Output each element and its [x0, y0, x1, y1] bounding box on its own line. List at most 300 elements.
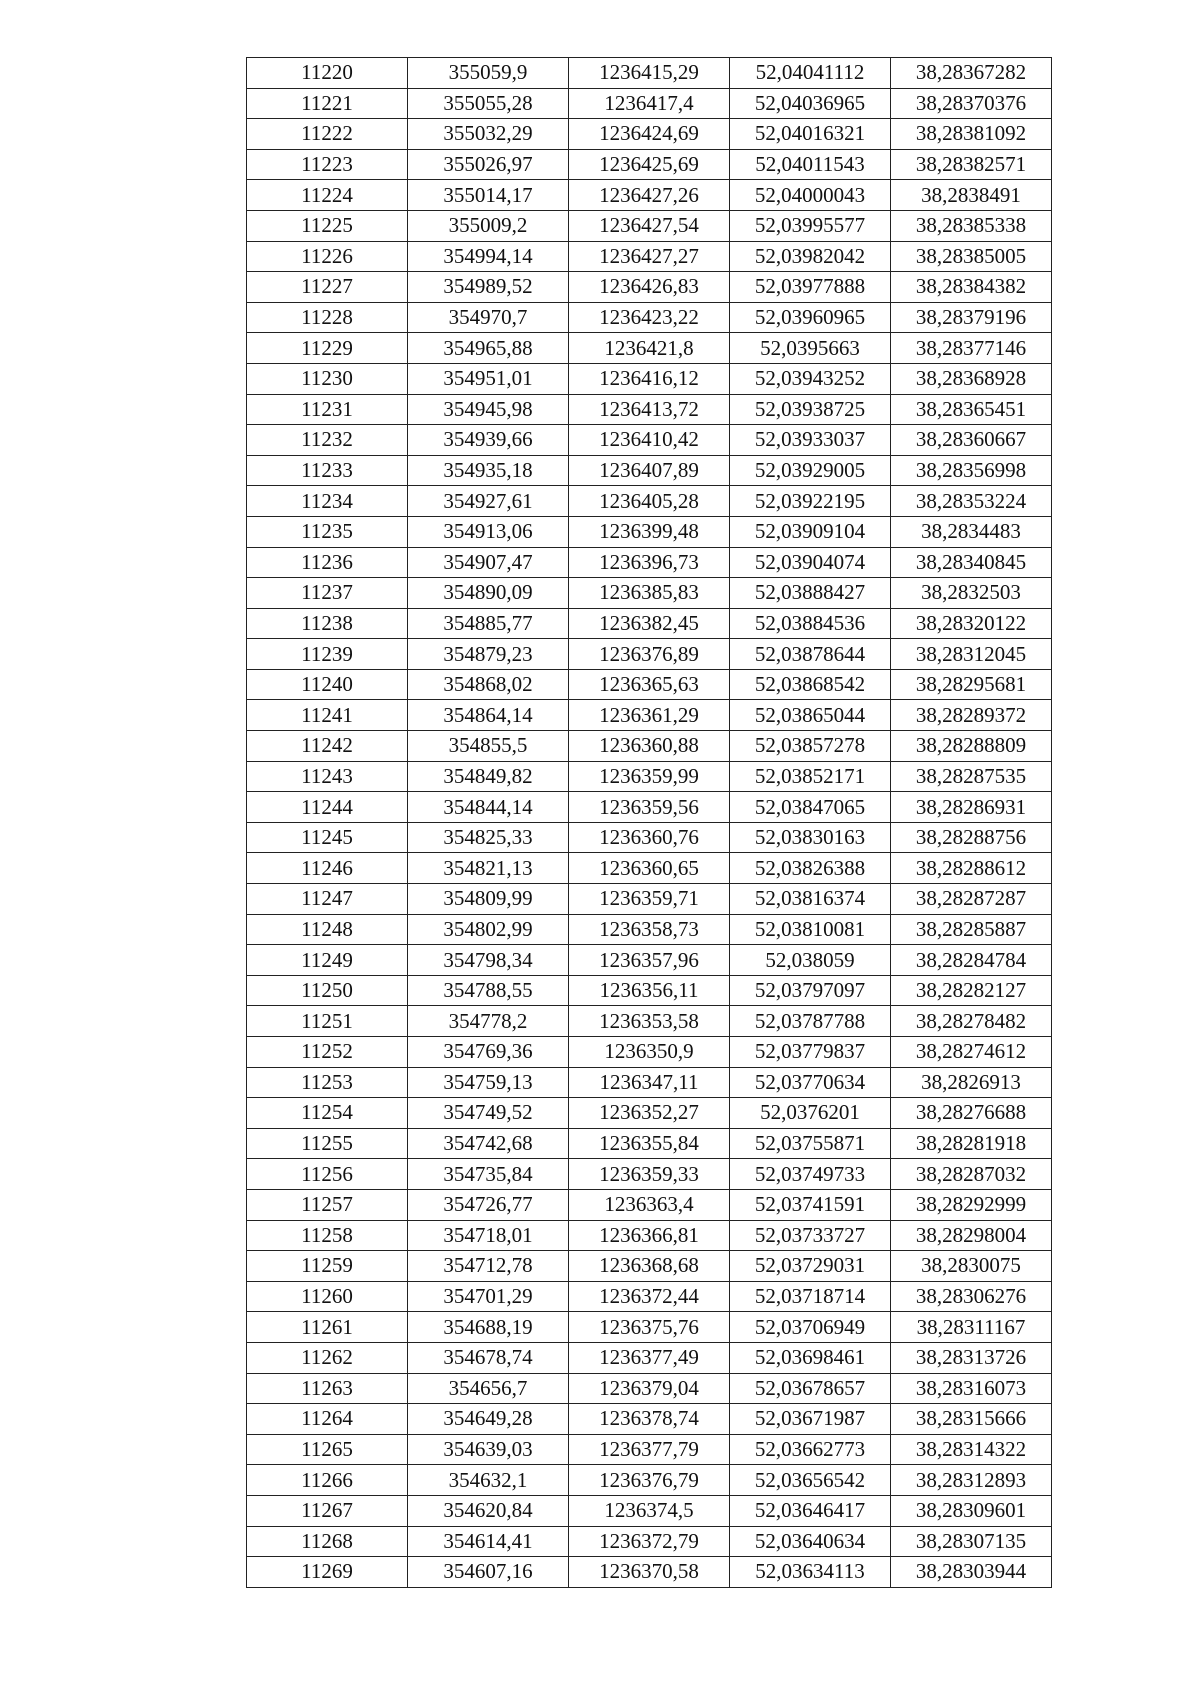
- table-row: [247, 241, 1052, 272]
- y-coordinate-cell: 1236399,48: [569, 516, 730, 547]
- latitude-cell: 52,03755871: [730, 1128, 891, 1159]
- y-coordinate-cell: 1236363,4: [569, 1189, 730, 1220]
- point-number-cell: 11222: [247, 119, 408, 150]
- point-number-cell: 11254: [247, 1098, 408, 1129]
- table-row: [247, 1251, 1052, 1282]
- latitude-cell: 52,03847065: [730, 792, 891, 823]
- table-row: [247, 88, 1052, 119]
- table-row: [247, 1220, 1052, 1251]
- x-coordinate-cell: 354735,84: [408, 1159, 569, 1190]
- latitude-cell: 52,03662773: [730, 1434, 891, 1465]
- y-coordinate-cell: 1236359,56: [569, 792, 730, 823]
- longitude-cell: 38,28285887: [891, 914, 1052, 945]
- table-row: [247, 1526, 1052, 1557]
- point-number-cell: 11264: [247, 1404, 408, 1435]
- longitude-cell: 38,2834483: [891, 516, 1052, 547]
- point-number-cell: 11238: [247, 608, 408, 639]
- coordinate-table-body: [247, 58, 1052, 1588]
- point-number-cell: 11242: [247, 731, 408, 762]
- point-number-cell: 11241: [247, 700, 408, 731]
- longitude-cell: 38,2838491: [891, 180, 1052, 211]
- x-coordinate-cell: 354864,14: [408, 700, 569, 731]
- latitude-cell: 52,03770634: [730, 1067, 891, 1098]
- point-number-cell: 11257: [247, 1189, 408, 1220]
- x-coordinate-cell: 355026,97: [408, 149, 569, 180]
- table-row: [247, 1006, 1052, 1037]
- table-row: [247, 1373, 1052, 1404]
- y-coordinate-cell: 1236365,63: [569, 669, 730, 700]
- longitude-cell: 38,2830075: [891, 1251, 1052, 1282]
- point-number-cell: 11228: [247, 302, 408, 333]
- x-coordinate-cell: 354935,18: [408, 455, 569, 486]
- table-row: [247, 1067, 1052, 1098]
- y-coordinate-cell: 1236423,22: [569, 302, 730, 333]
- latitude-cell: 52,038059: [730, 945, 891, 976]
- point-number-cell: 11226: [247, 241, 408, 272]
- y-coordinate-cell: 1236360,65: [569, 853, 730, 884]
- table-row: [247, 394, 1052, 425]
- point-number-cell: 11253: [247, 1067, 408, 1098]
- point-number-cell: 11220: [247, 58, 408, 89]
- longitude-cell: 38,28385338: [891, 210, 1052, 241]
- table-row: [247, 119, 1052, 150]
- latitude-cell: 52,04011543: [730, 149, 891, 180]
- point-number-cell: 11221: [247, 88, 408, 119]
- point-number-cell: 11240: [247, 669, 408, 700]
- longitude-cell: 38,28289372: [891, 700, 1052, 731]
- table-row: [247, 608, 1052, 639]
- point-number-cell: 11248: [247, 914, 408, 945]
- table-row: [247, 1128, 1052, 1159]
- latitude-cell: 52,03865044: [730, 700, 891, 731]
- latitude-cell: 52,03741591: [730, 1189, 891, 1220]
- x-coordinate-cell: 354639,03: [408, 1434, 569, 1465]
- table-row: [247, 1342, 1052, 1373]
- y-coordinate-cell: 1236359,71: [569, 884, 730, 915]
- y-coordinate-cell: 1236347,11: [569, 1067, 730, 1098]
- longitude-cell: 38,28282127: [891, 975, 1052, 1006]
- latitude-cell: 52,0395663: [730, 333, 891, 364]
- latitude-cell: 52,03706949: [730, 1312, 891, 1343]
- latitude-cell: 52,03977888: [730, 272, 891, 303]
- latitude-cell: 52,03826388: [730, 853, 891, 884]
- x-coordinate-cell: 354939,66: [408, 425, 569, 456]
- x-coordinate-cell: 354965,88: [408, 333, 569, 364]
- point-number-cell: 11252: [247, 1037, 408, 1068]
- y-coordinate-cell: 1236425,69: [569, 149, 730, 180]
- x-coordinate-cell: 354885,77: [408, 608, 569, 639]
- latitude-cell: 52,03995577: [730, 210, 891, 241]
- latitude-cell: 52,03884536: [730, 608, 891, 639]
- longitude-cell: 38,28379196: [891, 302, 1052, 333]
- y-coordinate-cell: 1236427,27: [569, 241, 730, 272]
- longitude-cell: 38,28315666: [891, 1404, 1052, 1435]
- latitude-cell: 52,03922195: [730, 486, 891, 517]
- y-coordinate-cell: 1236360,88: [569, 731, 730, 762]
- y-coordinate-cell: 1236407,89: [569, 455, 730, 486]
- point-number-cell: 11233: [247, 455, 408, 486]
- y-coordinate-cell: 1236356,11: [569, 975, 730, 1006]
- latitude-cell: 52,04036965: [730, 88, 891, 119]
- longitude-cell: 38,28306276: [891, 1281, 1052, 1312]
- longitude-cell: 38,28309601: [891, 1495, 1052, 1526]
- table-row: [247, 914, 1052, 945]
- x-coordinate-cell: 355014,17: [408, 180, 569, 211]
- point-number-cell: 11239: [247, 639, 408, 670]
- latitude-cell: 52,03909104: [730, 516, 891, 547]
- longitude-cell: 38,28368928: [891, 363, 1052, 394]
- x-coordinate-cell: 354802,99: [408, 914, 569, 945]
- table-row: [247, 149, 1052, 180]
- point-number-cell: 11256: [247, 1159, 408, 1190]
- x-coordinate-cell: 354778,2: [408, 1006, 569, 1037]
- table-row: [247, 180, 1052, 211]
- latitude-cell: 52,03810081: [730, 914, 891, 945]
- x-coordinate-cell: 354868,02: [408, 669, 569, 700]
- table-row: [247, 1189, 1052, 1220]
- y-coordinate-cell: 1236374,5: [569, 1495, 730, 1526]
- y-coordinate-cell: 1236350,9: [569, 1037, 730, 1068]
- point-number-cell: 11224: [247, 180, 408, 211]
- y-coordinate-cell: 1236427,54: [569, 210, 730, 241]
- y-coordinate-cell: 1236378,74: [569, 1404, 730, 1435]
- longitude-cell: 38,28303944: [891, 1557, 1052, 1588]
- table-row: [247, 1312, 1052, 1343]
- latitude-cell: 52,03816374: [730, 884, 891, 915]
- latitude-cell: 52,03779837: [730, 1037, 891, 1068]
- x-coordinate-cell: 354994,14: [408, 241, 569, 272]
- table-row: [247, 1557, 1052, 1588]
- longitude-cell: 38,28312045: [891, 639, 1052, 670]
- latitude-cell: 52,03646417: [730, 1495, 891, 1526]
- table-row: [247, 669, 1052, 700]
- longitude-cell: 38,28274612: [891, 1037, 1052, 1068]
- table-row: [247, 1159, 1052, 1190]
- latitude-cell: 52,03678657: [730, 1373, 891, 1404]
- y-coordinate-cell: 1236366,81: [569, 1220, 730, 1251]
- longitude-cell: 38,28314322: [891, 1434, 1052, 1465]
- table-row: [247, 455, 1052, 486]
- x-coordinate-cell: 354945,98: [408, 394, 569, 425]
- table-row: [247, 822, 1052, 853]
- longitude-cell: 38,28312893: [891, 1465, 1052, 1496]
- y-coordinate-cell: 1236376,79: [569, 1465, 730, 1496]
- latitude-cell: 52,03982042: [730, 241, 891, 272]
- table-row: [247, 884, 1052, 915]
- longitude-cell: 38,28288809: [891, 731, 1052, 762]
- point-number-cell: 11265: [247, 1434, 408, 1465]
- y-coordinate-cell: 1236376,89: [569, 639, 730, 670]
- y-coordinate-cell: 1236353,58: [569, 1006, 730, 1037]
- y-coordinate-cell: 1236359,99: [569, 761, 730, 792]
- point-number-cell: 11263: [247, 1373, 408, 1404]
- latitude-cell: 52,0376201: [730, 1098, 891, 1129]
- longitude-cell: 38,28287032: [891, 1159, 1052, 1190]
- x-coordinate-cell: 354821,13: [408, 853, 569, 884]
- longitude-cell: 38,2832503: [891, 578, 1052, 609]
- y-coordinate-cell: 1236375,76: [569, 1312, 730, 1343]
- latitude-cell: 52,03787788: [730, 1006, 891, 1037]
- point-number-cell: 11255: [247, 1128, 408, 1159]
- point-number-cell: 11227: [247, 272, 408, 303]
- latitude-cell: 52,03933037: [730, 425, 891, 456]
- x-coordinate-cell: 355009,2: [408, 210, 569, 241]
- y-coordinate-cell: 1236358,73: [569, 914, 730, 945]
- x-coordinate-cell: 354607,16: [408, 1557, 569, 1588]
- point-number-cell: 11243: [247, 761, 408, 792]
- y-coordinate-cell: 1236372,79: [569, 1526, 730, 1557]
- x-coordinate-cell: 354809,99: [408, 884, 569, 915]
- point-number-cell: 11223: [247, 149, 408, 180]
- point-number-cell: 11269: [247, 1557, 408, 1588]
- point-number-cell: 11234: [247, 486, 408, 517]
- y-coordinate-cell: 1236377,49: [569, 1342, 730, 1373]
- y-coordinate-cell: 1236405,28: [569, 486, 730, 517]
- x-coordinate-cell: 354879,23: [408, 639, 569, 670]
- longitude-cell: 38,28307135: [891, 1526, 1052, 1557]
- longitude-cell: 38,28367282: [891, 58, 1052, 89]
- x-coordinate-cell: 354769,36: [408, 1037, 569, 1068]
- longitude-cell: 38,28385005: [891, 241, 1052, 272]
- y-coordinate-cell: 1236355,84: [569, 1128, 730, 1159]
- longitude-cell: 38,28313726: [891, 1342, 1052, 1373]
- longitude-cell: 38,28311167: [891, 1312, 1052, 1343]
- x-coordinate-cell: 354749,52: [408, 1098, 569, 1129]
- longitude-cell: 38,2826913: [891, 1067, 1052, 1098]
- longitude-cell: 38,28278482: [891, 1006, 1052, 1037]
- latitude-cell: 52,03852171: [730, 761, 891, 792]
- point-number-cell: 11262: [247, 1342, 408, 1373]
- point-number-cell: 11232: [247, 425, 408, 456]
- table-row: [247, 210, 1052, 241]
- x-coordinate-cell: 354649,28: [408, 1404, 569, 1435]
- y-coordinate-cell: 1236427,26: [569, 180, 730, 211]
- y-coordinate-cell: 1236385,83: [569, 578, 730, 609]
- x-coordinate-cell: 354656,7: [408, 1373, 569, 1404]
- y-coordinate-cell: 1236396,73: [569, 547, 730, 578]
- y-coordinate-cell: 1236368,68: [569, 1251, 730, 1282]
- point-number-cell: 11267: [247, 1495, 408, 1526]
- x-coordinate-cell: 355032,29: [408, 119, 569, 150]
- table-row: [247, 578, 1052, 609]
- y-coordinate-cell: 1236377,79: [569, 1434, 730, 1465]
- point-number-cell: 11266: [247, 1465, 408, 1496]
- x-coordinate-cell: 354907,47: [408, 547, 569, 578]
- x-coordinate-cell: 354890,09: [408, 578, 569, 609]
- x-coordinate-cell: 355055,28: [408, 88, 569, 119]
- x-coordinate-cell: 354970,7: [408, 302, 569, 333]
- point-number-cell: 11247: [247, 884, 408, 915]
- latitude-cell: 52,03718714: [730, 1281, 891, 1312]
- longitude-cell: 38,28295681: [891, 669, 1052, 700]
- latitude-cell: 52,04000043: [730, 180, 891, 211]
- y-coordinate-cell: 1236370,58: [569, 1557, 730, 1588]
- longitude-cell: 38,28287535: [891, 761, 1052, 792]
- x-coordinate-cell: 354951,01: [408, 363, 569, 394]
- y-coordinate-cell: 1236360,76: [569, 822, 730, 853]
- point-number-cell: 11259: [247, 1251, 408, 1282]
- point-number-cell: 11245: [247, 822, 408, 853]
- x-coordinate-cell: 354614,41: [408, 1526, 569, 1557]
- latitude-cell: 52,03656542: [730, 1465, 891, 1496]
- longitude-cell: 38,28320122: [891, 608, 1052, 639]
- x-coordinate-cell: 354701,29: [408, 1281, 569, 1312]
- latitude-cell: 52,03938725: [730, 394, 891, 425]
- table-row: [247, 731, 1052, 762]
- table-row: [247, 1404, 1052, 1435]
- point-number-cell: 11268: [247, 1526, 408, 1557]
- table-row: [247, 425, 1052, 456]
- point-number-cell: 11236: [247, 547, 408, 578]
- table-row: [247, 333, 1052, 364]
- latitude-cell: 52,03868542: [730, 669, 891, 700]
- y-coordinate-cell: 1236359,33: [569, 1159, 730, 1190]
- y-coordinate-cell: 1236357,96: [569, 945, 730, 976]
- point-number-cell: 11250: [247, 975, 408, 1006]
- x-coordinate-cell: 354913,06: [408, 516, 569, 547]
- point-number-cell: 11258: [247, 1220, 408, 1251]
- latitude-cell: 52,03733727: [730, 1220, 891, 1251]
- longitude-cell: 38,28370376: [891, 88, 1052, 119]
- y-coordinate-cell: 1236421,8: [569, 333, 730, 364]
- x-coordinate-cell: 354632,1: [408, 1465, 569, 1496]
- longitude-cell: 38,28286931: [891, 792, 1052, 823]
- x-coordinate-cell: 354855,5: [408, 731, 569, 762]
- y-coordinate-cell: 1236413,72: [569, 394, 730, 425]
- latitude-cell: 52,03640634: [730, 1526, 891, 1557]
- table-row: [247, 58, 1052, 89]
- y-coordinate-cell: 1236416,12: [569, 363, 730, 394]
- longitude-cell: 38,28353224: [891, 486, 1052, 517]
- longitude-cell: 38,28340845: [891, 547, 1052, 578]
- table-row: [247, 1037, 1052, 1068]
- y-coordinate-cell: 1236379,04: [569, 1373, 730, 1404]
- latitude-cell: 52,03749733: [730, 1159, 891, 1190]
- point-number-cell: 11246: [247, 853, 408, 884]
- x-coordinate-cell: 354798,34: [408, 945, 569, 976]
- longitude-cell: 38,28365451: [891, 394, 1052, 425]
- y-coordinate-cell: 1236417,4: [569, 88, 730, 119]
- table-row: [247, 853, 1052, 884]
- point-number-cell: 11249: [247, 945, 408, 976]
- longitude-cell: 38,28381092: [891, 119, 1052, 150]
- coordinate-table: [246, 57, 1052, 1588]
- point-number-cell: 11251: [247, 1006, 408, 1037]
- x-coordinate-cell: 354849,82: [408, 761, 569, 792]
- table-row: [247, 1495, 1052, 1526]
- x-coordinate-cell: 354712,78: [408, 1251, 569, 1282]
- longitude-cell: 38,28287287: [891, 884, 1052, 915]
- table-row: [247, 975, 1052, 1006]
- longitude-cell: 38,28377146: [891, 333, 1052, 364]
- latitude-cell: 52,03698461: [730, 1342, 891, 1373]
- x-coordinate-cell: 354989,52: [408, 272, 569, 303]
- x-coordinate-cell: 354759,13: [408, 1067, 569, 1098]
- latitude-cell: 52,03671987: [730, 1404, 891, 1435]
- point-number-cell: 11235: [247, 516, 408, 547]
- longitude-cell: 38,28292999: [891, 1189, 1052, 1220]
- x-coordinate-cell: 354788,55: [408, 975, 569, 1006]
- table-row: [247, 547, 1052, 578]
- x-coordinate-cell: 354927,61: [408, 486, 569, 517]
- x-coordinate-cell: 354688,19: [408, 1312, 569, 1343]
- point-number-cell: 11260: [247, 1281, 408, 1312]
- longitude-cell: 38,28360667: [891, 425, 1052, 456]
- table-row: [247, 302, 1052, 333]
- longitude-cell: 38,28316073: [891, 1373, 1052, 1404]
- table-row: [247, 1434, 1052, 1465]
- point-number-cell: 11231: [247, 394, 408, 425]
- y-coordinate-cell: 1236382,45: [569, 608, 730, 639]
- latitude-cell: 52,03943252: [730, 363, 891, 394]
- x-coordinate-cell: 354678,74: [408, 1342, 569, 1373]
- longitude-cell: 38,28281918: [891, 1128, 1052, 1159]
- latitude-cell: 52,03634113: [730, 1557, 891, 1588]
- y-coordinate-cell: 1236372,44: [569, 1281, 730, 1312]
- x-coordinate-cell: 354718,01: [408, 1220, 569, 1251]
- table-row: [247, 516, 1052, 547]
- x-coordinate-cell: 354726,77: [408, 1189, 569, 1220]
- x-coordinate-cell: 354620,84: [408, 1495, 569, 1526]
- table-row: [247, 945, 1052, 976]
- longitude-cell: 38,28288612: [891, 853, 1052, 884]
- y-coordinate-cell: 1236424,69: [569, 119, 730, 150]
- longitude-cell: 38,28382571: [891, 149, 1052, 180]
- x-coordinate-cell: 355059,9: [408, 58, 569, 89]
- point-number-cell: 11225: [247, 210, 408, 241]
- x-coordinate-cell: 354825,33: [408, 822, 569, 853]
- table-row: [247, 1465, 1052, 1496]
- latitude-cell: 52,03888427: [730, 578, 891, 609]
- longitude-cell: 38,28384382: [891, 272, 1052, 303]
- y-coordinate-cell: 1236352,27: [569, 1098, 730, 1129]
- latitude-cell: 52,03960965: [730, 302, 891, 333]
- y-coordinate-cell: 1236361,29: [569, 700, 730, 731]
- latitude-cell: 52,04041112: [730, 58, 891, 89]
- table-row: [247, 639, 1052, 670]
- table-row: [247, 1098, 1052, 1129]
- latitude-cell: 52,03857278: [730, 731, 891, 762]
- longitude-cell: 38,28284784: [891, 945, 1052, 976]
- table-row: [247, 761, 1052, 792]
- longitude-cell: 38,28276688: [891, 1098, 1052, 1129]
- longitude-cell: 38,28298004: [891, 1220, 1052, 1251]
- table-row: [247, 486, 1052, 517]
- point-number-cell: 11237: [247, 578, 408, 609]
- point-number-cell: 11244: [247, 792, 408, 823]
- longitude-cell: 38,28356998: [891, 455, 1052, 486]
- table-row: [247, 1281, 1052, 1312]
- latitude-cell: 52,03929005: [730, 455, 891, 486]
- latitude-cell: 52,03797097: [730, 975, 891, 1006]
- y-coordinate-cell: 1236415,29: [569, 58, 730, 89]
- latitude-cell: 52,03830163: [730, 822, 891, 853]
- y-coordinate-cell: 1236426,83: [569, 272, 730, 303]
- latitude-cell: 52,03878644: [730, 639, 891, 670]
- latitude-cell: 52,03904074: [730, 547, 891, 578]
- latitude-cell: 52,03729031: [730, 1251, 891, 1282]
- longitude-cell: 38,28288756: [891, 822, 1052, 853]
- point-number-cell: 11230: [247, 363, 408, 394]
- table-row: [247, 272, 1052, 303]
- x-coordinate-cell: 354844,14: [408, 792, 569, 823]
- table-row: [247, 700, 1052, 731]
- y-coordinate-cell: 1236410,42: [569, 425, 730, 456]
- table-row: [247, 792, 1052, 823]
- latitude-cell: 52,04016321: [730, 119, 891, 150]
- table-row: [247, 363, 1052, 394]
- x-coordinate-cell: 354742,68: [408, 1128, 569, 1159]
